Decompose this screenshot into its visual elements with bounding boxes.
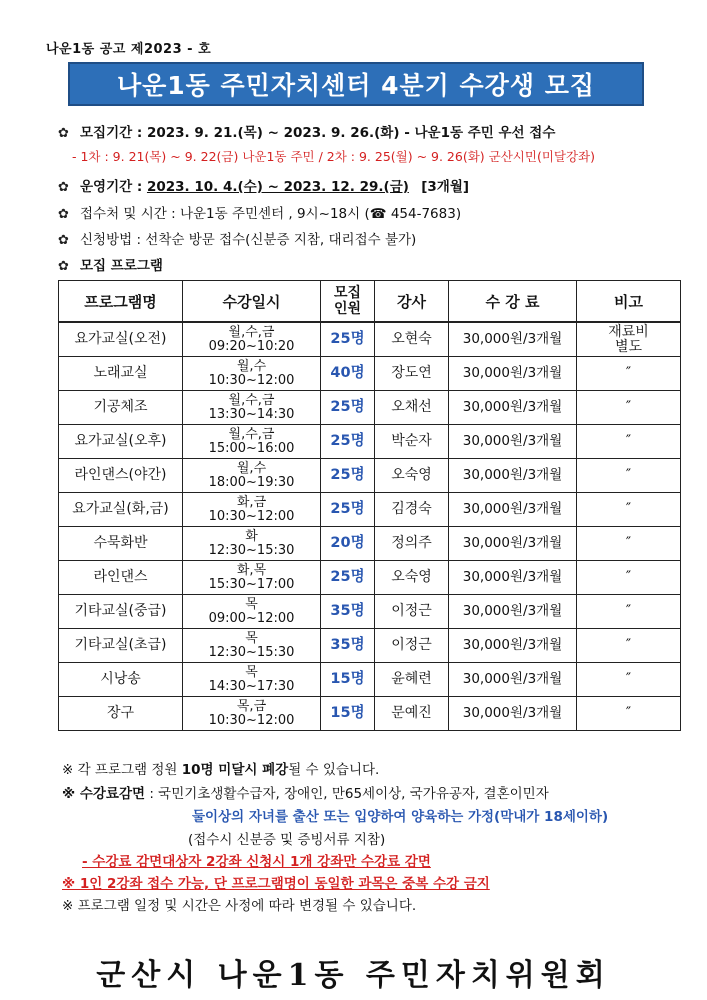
cell-schedule: [183, 697, 321, 731]
reception-text: 접수처 및 시간 : 나운1동 주민센터 , 9시~18시 (☎ 454-7683): [80, 206, 462, 222]
flower-bullet-icon: ✿: [58, 207, 69, 222]
table-row: [59, 459, 681, 493]
flower-bullet-icon: ✿: [58, 126, 69, 141]
cell-fee: [449, 697, 577, 731]
cell-fee-fee: 30,000원/3개월: [462, 433, 563, 449]
cell-schedule: [183, 322, 321, 357]
cell-note: [577, 459, 681, 493]
operation-period-value: 2023. 10. 4.(수) ~ 2023. 12. 29.(금): [146, 179, 409, 195]
cell-capacity: [321, 391, 375, 425]
cell-schedule-time: 14:30~17:30: [208, 678, 295, 694]
cell-note: [577, 561, 681, 595]
cell-note: [577, 697, 681, 731]
cell-schedule-days: 목: [245, 596, 258, 612]
cell-program-name-name: 기타교실(초급): [74, 637, 167, 653]
cell-fee: [449, 357, 577, 391]
cell-schedule: [183, 357, 321, 391]
cell-schedule: [183, 459, 321, 493]
cell-capacity-capacity: 20명: [330, 535, 365, 551]
cell-schedule-time: 12:30~15:30: [208, 644, 295, 660]
cell-program-name-name: 기공체조: [93, 399, 148, 415]
cell-capacity: [321, 629, 375, 663]
table-row: [59, 629, 681, 663]
cell-fee-fee: 30,000원/3개월: [462, 569, 563, 585]
cell-capacity: [321, 663, 375, 697]
cell-instructor: [375, 459, 449, 493]
cell-capacity-capacity: 15명: [330, 705, 365, 721]
cell-instructor: [375, 561, 449, 595]
cell-fee: [449, 663, 577, 697]
cell-fee-fee: 30,000원/3개월: [462, 467, 563, 483]
cell-schedule-days: 월,수: [236, 460, 267, 476]
cell-capacity-capacity: 35명: [330, 603, 365, 619]
cell-schedule-days: 목,금: [236, 698, 267, 714]
cell-schedule-time: 15:00~16:00: [208, 440, 295, 456]
note-schedule-change: ※ 프로그램 일정 및 시간은 사정에 따라 변경될 수 있습니다.: [62, 898, 417, 914]
cell-note: [577, 357, 681, 391]
note-discount-a: : 국민기초생활수급자, 장애인, 만65세이상, 국가유공자, 결혼이민자: [145, 786, 549, 802]
note-discount: [62, 782, 549, 802]
cell-schedule-time: 18:00~19:30: [208, 474, 295, 490]
cell-schedule-days: 화,목: [236, 562, 267, 578]
cell-note-note: ″: [625, 467, 632, 483]
note-minimum: [62, 758, 379, 778]
cell-schedule: [183, 425, 321, 459]
cell-note-note: ″: [625, 569, 632, 585]
cell-program-name-name: 요가교실(오후): [74, 433, 167, 449]
cell-schedule-time: 12:30~15:30: [208, 542, 295, 558]
cell-capacity: [321, 357, 375, 391]
table-row: [59, 357, 681, 391]
cell-fee-fee: 30,000원/3개월: [462, 331, 563, 347]
cell-note-note: ″: [625, 501, 632, 517]
cell-capacity-capacity: 25명: [330, 331, 365, 347]
cell-program-name: [59, 425, 183, 459]
cell-program-name-name: 라인댄스: [93, 569, 148, 585]
cell-note: [577, 527, 681, 561]
cell-program-name-name: 수묵화반: [93, 535, 148, 551]
cell-capacity-capacity: 15명: [330, 671, 365, 687]
cell-instructor: [375, 493, 449, 527]
cell-note: [577, 493, 681, 527]
header-fee: 수 강 료: [449, 281, 577, 323]
cell-fee-fee: 30,000원/3개월: [462, 399, 563, 415]
cell-instructor-instructor: 이정근: [391, 603, 432, 619]
program-heading: [58, 254, 163, 274]
cell-capacity-capacity: 25명: [330, 501, 365, 517]
note-minimum-b: 10명 미달시 폐강: [181, 762, 289, 778]
cell-instructor-instructor: 윤혜련: [391, 671, 432, 687]
cell-program-name: [59, 561, 183, 595]
recruit-period-label: 모집기간 :: [80, 125, 147, 141]
header-note: 비고: [577, 281, 681, 323]
cell-note: [577, 629, 681, 663]
cell-note-note: ″: [625, 433, 632, 449]
note-discount-b: 둘이상의 자녀를 출산 또는 입양하여 양육하는 가정(막내가 18세이하): [192, 809, 609, 825]
cell-capacity: [321, 561, 375, 595]
cell-fee: [449, 322, 577, 357]
cell-program-name: [59, 357, 183, 391]
cell-instructor-instructor: 정의주: [391, 535, 432, 551]
cell-program-name-name: 요가교실(오전): [74, 331, 167, 347]
cell-schedule-days: 월,수,금: [228, 324, 275, 340]
cell-schedule-days: 월,수,금: [228, 426, 275, 442]
cell-capacity: [321, 527, 375, 561]
cell-program-name-name: 요가교실(화,금): [72, 501, 169, 517]
cell-schedule-days: 화,금: [236, 494, 267, 510]
method-info: [58, 228, 416, 248]
note-discount-limit: - 수강료 감면대상자 2강좌 신청시 1개 강좌만 수강료 감면: [82, 854, 431, 870]
cell-fee: [449, 527, 577, 561]
operation-period-label: 운영기간 :: [80, 179, 147, 195]
table-header-row: [59, 281, 681, 323]
cell-schedule-time: 15:30~17:00: [208, 576, 295, 592]
method-text: 신청방법 : 선착순 방문 접수(신분증 지참, 대리접수 불가): [80, 232, 417, 248]
cell-instructor-instructor: 박순자: [391, 433, 432, 449]
note-discount-label: ※ 수강료감면: [62, 786, 146, 802]
cell-capacity-capacity: 25명: [330, 399, 365, 415]
cell-program-name-name: 노래교실: [93, 365, 148, 381]
cell-instructor: [375, 663, 449, 697]
cell-program-name: [59, 459, 183, 493]
cell-program-name: [59, 697, 183, 731]
cell-note-note: ″: [625, 399, 632, 415]
header-schedule: 수강일시: [183, 281, 321, 323]
cell-fee: [449, 459, 577, 493]
table-row: [59, 493, 681, 527]
cell-note: [577, 663, 681, 697]
cell-program-name: [59, 629, 183, 663]
cell-program-name: [59, 493, 183, 527]
flower-bullet-icon: ✿: [58, 180, 69, 195]
cell-schedule-time: 09:20~10:20: [208, 338, 295, 354]
cell-note-note: ″: [625, 603, 632, 619]
cell-fee-fee: 30,000원/3개월: [462, 535, 563, 551]
cell-capacity: [321, 322, 375, 357]
cell-note-note: ″: [625, 671, 632, 687]
cell-fee: [449, 561, 577, 595]
cell-instructor-instructor: 문예진: [391, 705, 432, 721]
cell-instructor-instructor: 장도연: [391, 365, 432, 381]
program-table: [58, 280, 681, 731]
recruit-period: [58, 121, 555, 141]
cell-fee: [449, 425, 577, 459]
cell-schedule-time: 10:30~12:00: [208, 508, 295, 524]
cell-capacity: [321, 425, 375, 459]
cell-schedule-time: 09:00~12:00: [208, 610, 295, 626]
cell-program-name: [59, 663, 183, 697]
cell-schedule: [183, 391, 321, 425]
recruit-period-value: 2023. 9. 21.(목) ~ 2023. 9. 26.(화) - 나운1동 주민 우선 접수: [146, 125, 556, 141]
cell-instructor: [375, 697, 449, 731]
reception-info: [58, 202, 461, 222]
cell-note: [577, 425, 681, 459]
table-row: [59, 663, 681, 697]
cell-capacity-capacity: 25명: [330, 433, 365, 449]
cell-fee-fee: 30,000원/3개월: [462, 603, 563, 619]
cell-schedule-days: 화: [245, 528, 258, 544]
cell-fee: [449, 595, 577, 629]
page-title: 나운1동 주민자치센터 4분기 수강생 모집: [68, 62, 644, 106]
cell-program-name-name: 시낭송: [100, 671, 141, 687]
cell-note-note: 재료비 별도: [608, 323, 649, 355]
cell-fee-fee: 30,000원/3개월: [462, 365, 563, 381]
cell-program-name-name: 기타교실(중급): [74, 603, 167, 619]
cell-fee-fee: 30,000원/3개월: [462, 671, 563, 687]
cell-instructor: [375, 527, 449, 561]
cell-instructor: [375, 391, 449, 425]
cell-schedule: [183, 663, 321, 697]
cell-instructor: [375, 322, 449, 357]
cell-schedule: [183, 629, 321, 663]
cell-instructor: [375, 425, 449, 459]
cell-capacity: [321, 459, 375, 493]
program-heading-text: 모집 프로그램: [80, 258, 163, 274]
header-capacity: 모집 인원: [321, 281, 375, 323]
cell-schedule: [183, 493, 321, 527]
cell-instructor: [375, 629, 449, 663]
cell-schedule: [183, 561, 321, 595]
cell-schedule-time: 10:30~12:00: [208, 372, 295, 388]
cell-instructor: [375, 357, 449, 391]
cell-note-note: ″: [625, 705, 632, 721]
cell-note-note: ″: [625, 535, 632, 551]
cell-instructor-instructor: 오채선: [391, 399, 432, 415]
table-row: [59, 391, 681, 425]
cell-program-name: [59, 595, 183, 629]
cell-note-note: ″: [625, 365, 632, 381]
table-row: [59, 595, 681, 629]
cell-fee: [449, 391, 577, 425]
cell-schedule-days: 월,수,금: [228, 392, 275, 408]
recruit-period-sub: - 1차 : 9. 21(목) ~ 9. 22(금) 나운1동 주민 / 2차 : 9. 25(월) ~ 9. 26(화) 군산시민(미달강좌): [72, 149, 595, 164]
table-row: [59, 697, 681, 731]
cell-fee-fee: 30,000원/3개월: [462, 705, 563, 721]
cell-capacity: [321, 595, 375, 629]
note-discount-c: (접수시 신분증 및 증빙서류 지참): [188, 832, 386, 848]
cell-instructor: [375, 595, 449, 629]
cell-instructor-instructor: 오현숙: [391, 331, 432, 347]
note-minimum-c: 될 수 있습니다.: [288, 762, 380, 778]
cell-program-name: [59, 527, 183, 561]
cell-capacity: [321, 493, 375, 527]
cell-schedule: [183, 595, 321, 629]
cell-schedule-days: 목: [245, 664, 258, 680]
note-minimum-a: ※ 각 프로그램 정원: [62, 762, 182, 778]
header-program: 프로그램명: [59, 281, 183, 323]
table-row: [59, 527, 681, 561]
cell-fee: [449, 493, 577, 527]
cell-schedule-days: 월,수: [236, 358, 267, 374]
flower-bullet-icon: ✿: [58, 233, 69, 248]
cell-schedule-days: 목: [245, 630, 258, 646]
cell-capacity: [321, 697, 375, 731]
cell-instructor-instructor: 오숙영: [391, 569, 432, 585]
footer-organization: 군산시 나운1동 주민자치위원회: [96, 958, 611, 993]
cell-fee-fee: 30,000원/3개월: [462, 637, 563, 653]
cell-capacity-capacity: 35명: [330, 637, 365, 653]
cell-schedule-time: 13:30~14:30: [208, 406, 295, 422]
notice-number: 나운1동 공고 제2023 - 호: [46, 42, 212, 57]
cell-program-name-name: 장구: [106, 705, 135, 721]
cell-program-name-name: 라인댄스(야간): [74, 467, 167, 483]
operation-period-extra: [3개월]: [421, 179, 470, 195]
note-duplicate: ※ 1인 2강좌 접수 가능, 단 프로그램명이 동일한 과목은 중복 수강 금지: [62, 876, 490, 892]
cell-schedule: [183, 527, 321, 561]
cell-capacity-capacity: 25명: [330, 569, 365, 585]
cell-note: [577, 595, 681, 629]
cell-note: [577, 322, 681, 357]
table-row: [59, 561, 681, 595]
cell-instructor-instructor: 김경숙: [391, 501, 432, 517]
cell-fee-fee: 30,000원/3개월: [462, 501, 563, 517]
cell-program-name: [59, 391, 183, 425]
table-row: [59, 322, 681, 357]
cell-program-name: [59, 322, 183, 357]
cell-capacity-capacity: 25명: [330, 467, 365, 483]
table-row: [59, 425, 681, 459]
cell-note: [577, 391, 681, 425]
cell-instructor-instructor: 이정근: [391, 637, 432, 653]
cell-schedule-time: 10:30~12:00: [208, 712, 295, 728]
operation-period: [58, 175, 469, 195]
cell-fee: [449, 629, 577, 663]
flower-bullet-icon: ✿: [58, 259, 69, 274]
header-instructor: 강사: [375, 281, 449, 323]
cell-instructor-instructor: 오숙영: [391, 467, 432, 483]
cell-capacity-capacity: 40명: [330, 365, 365, 381]
cell-note-note: ″: [625, 637, 632, 653]
